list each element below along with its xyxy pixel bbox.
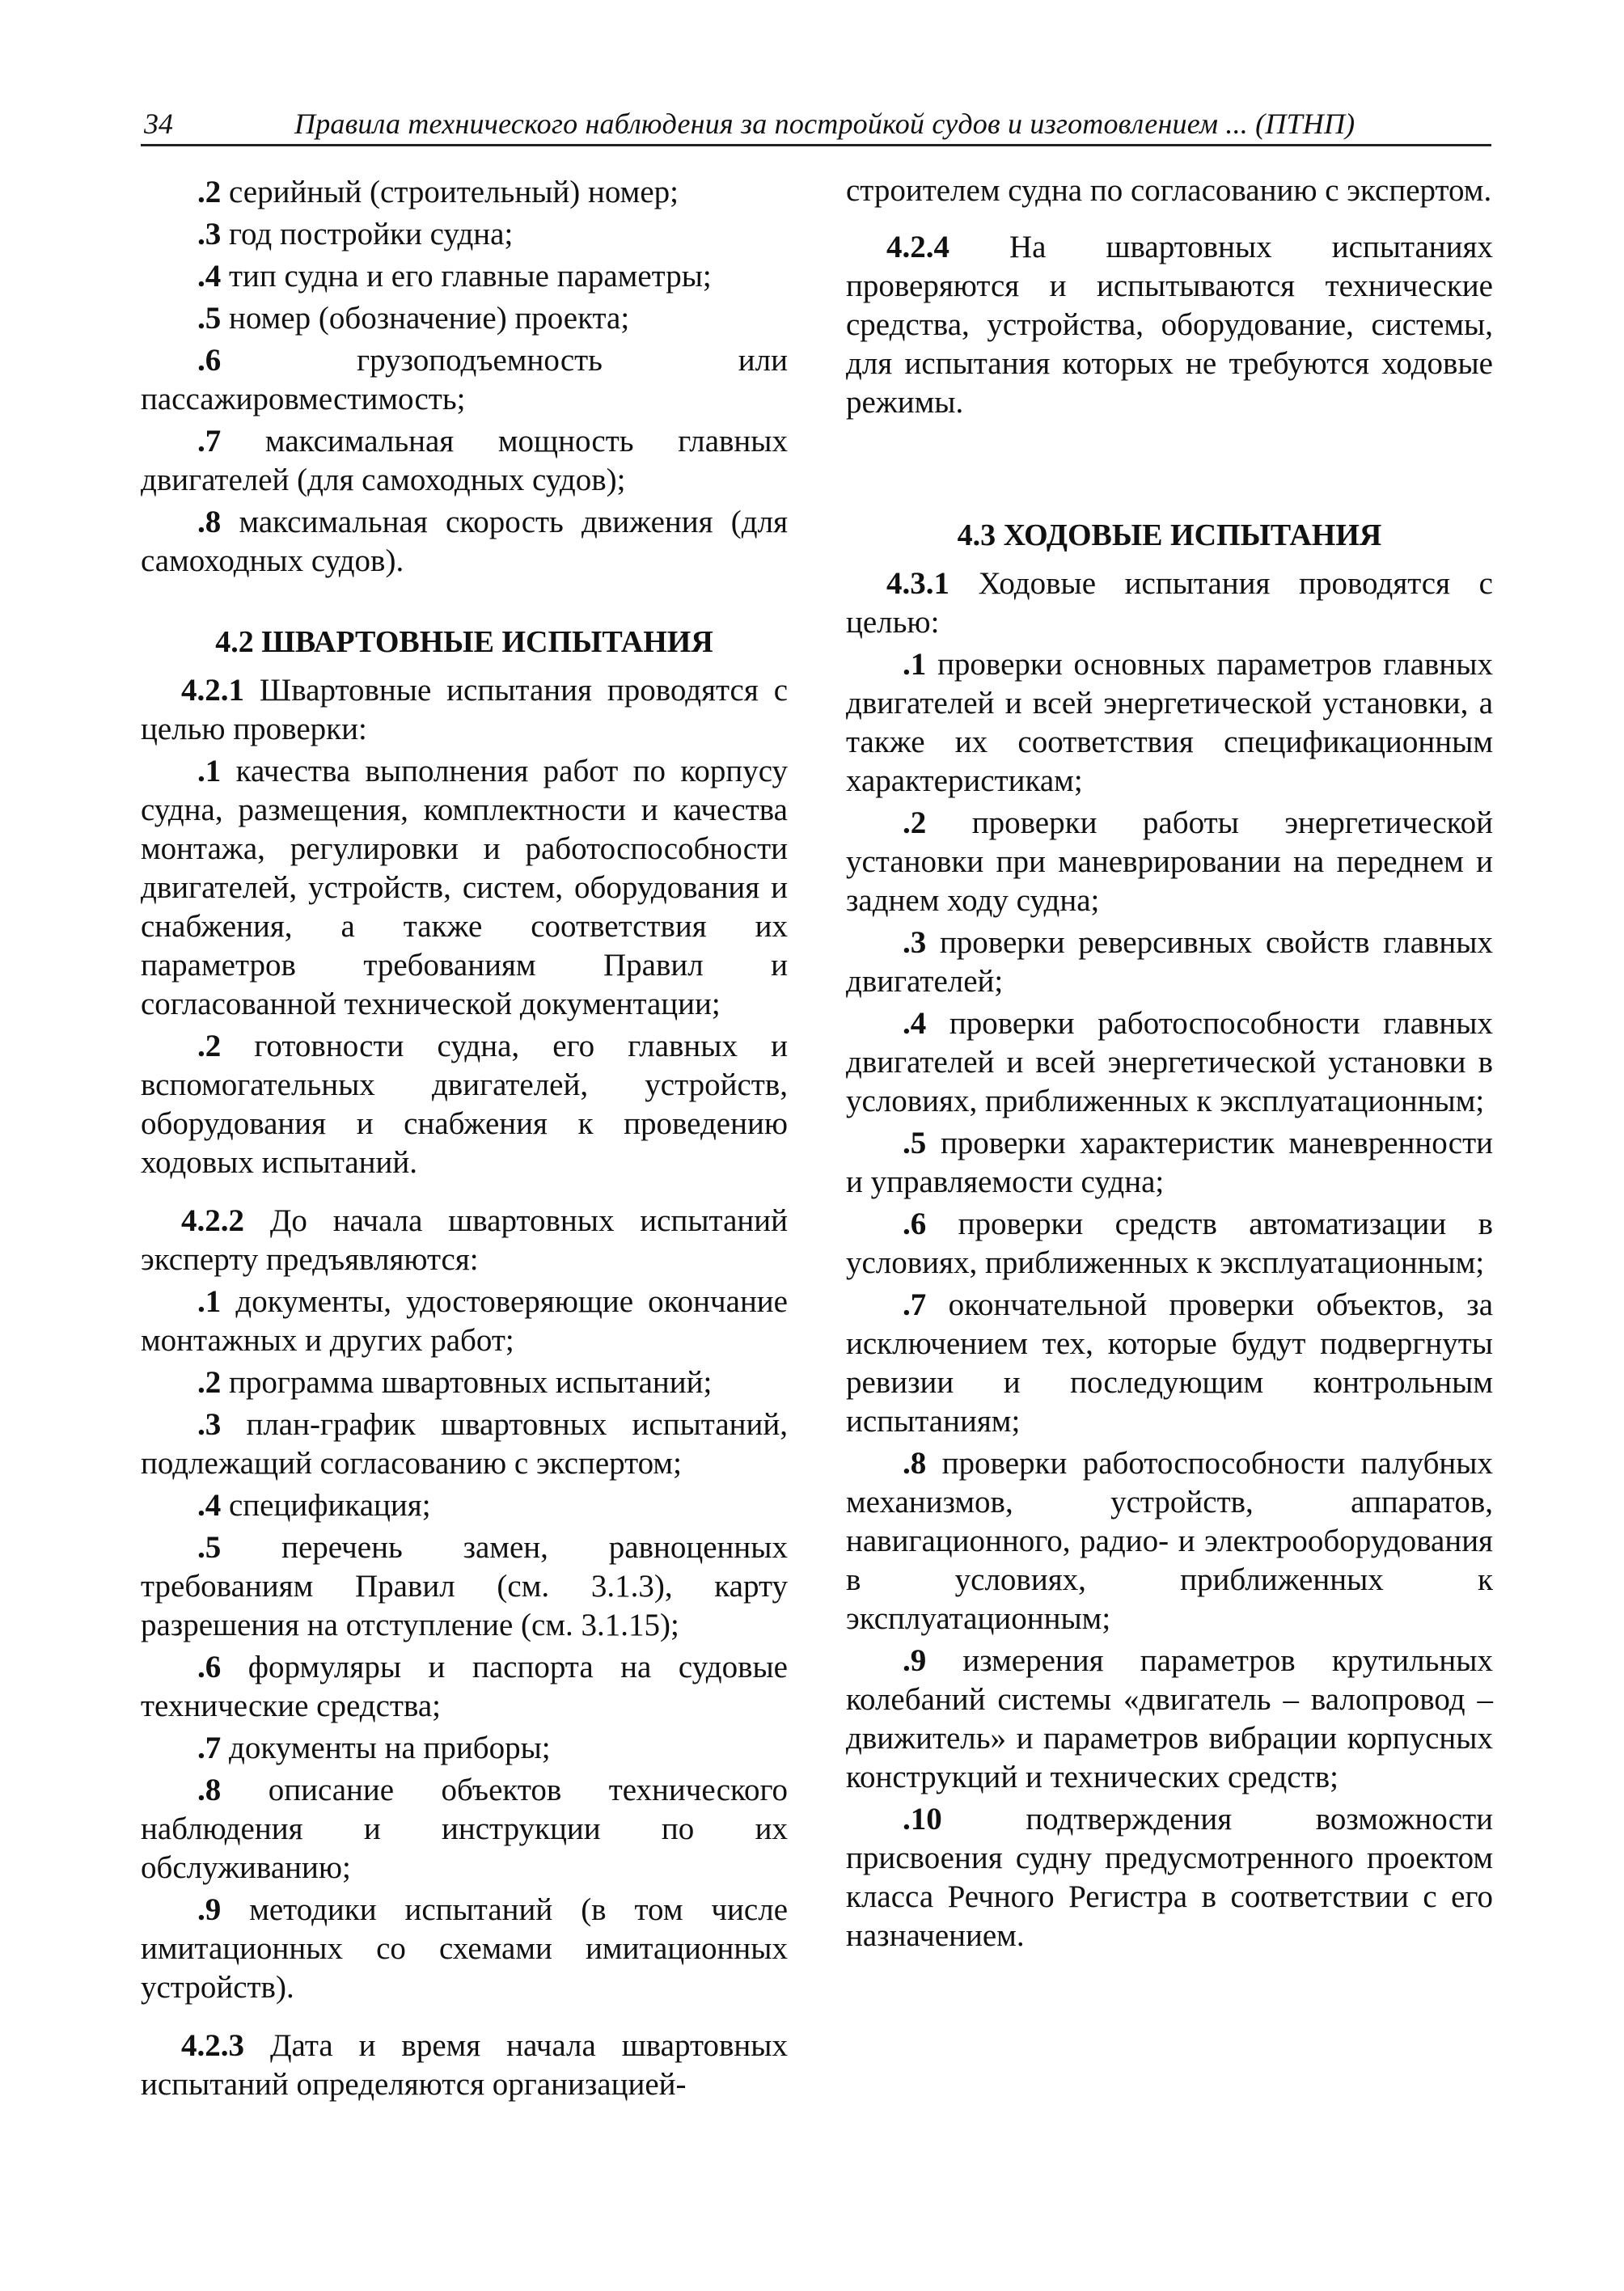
running-header bbox=[141, 107, 1491, 146]
list-item: .5 проверки характеристик маневренности и управляемости судна; bbox=[846, 1126, 1493, 1199]
list-item: .10 подтверждения возможности присвоения судну предусмотренного проектом класса Речного Регистра в соответствии с его назначением. bbox=[846, 1802, 1493, 1953]
list-item: .6 формуляры и паспорта на судовые технические средства; bbox=[141, 1650, 788, 1723]
list-item: .4 тип судна и его главные параметры; bbox=[197, 259, 712, 294]
list-item: .2 готовности судна, его главных и вспомогательных двигателей, устройств, оборудования и снабжения к проведению ходовых испытаний. bbox=[141, 1029, 788, 1180]
section-heading-4-3: 4.3 ХОДОВЫЕ ИСПЫТАНИЯ bbox=[957, 518, 1382, 552]
list-item: .9 измерения параметров крутильных колебаний системы «двигатель – валопровод – движитель» и параметров вибрации корпусных конструкций и технических средств; bbox=[846, 1643, 1493, 1794]
intro-list bbox=[141, 173, 788, 581]
list-item: .8 максимальная скорость движения (для самоходных судов). bbox=[141, 505, 789, 578]
list-item: .8 проверки работоспособности палубных механизмов, устройств, аппаратов, навигационного, радио- и электрооборудования в условиях, приближенных к эксплуатационным; bbox=[846, 1446, 1493, 1636]
list-item: .2 проверки работы энергетической установки при маневрировании на переднем и заднем ходу судна; bbox=[846, 805, 1493, 918]
paragraph-4-2-1: 4.2.1 Швартовные испытания проводятся с целью проверки: bbox=[141, 673, 789, 746]
list-item: .8 описание объектов технического наблюдения и инструкции по их обслуживанию; bbox=[141, 1773, 788, 1885]
paragraph-4-2-4: 4.2.4 На швартовных испытаниях проверяются и испытываются технические средства, устройства, оборудование, системы, для испытания которых не требуются ходовые режимы. bbox=[846, 230, 1493, 420]
right-column bbox=[846, 171, 1493, 1959]
list-item: .3 план-график швартовных испытаний, подлежащий согласованию с экспертом; bbox=[141, 1407, 788, 1481]
running-title: Правила технического наблюдения за постройкой судов и изготовлением ... (ПТНП) bbox=[294, 108, 1355, 140]
list-item: .6 грузоподъемность или пассажировместимость; bbox=[141, 343, 788, 416]
list-item: .5 номер (обозначение) проекта; bbox=[197, 301, 630, 336]
list-item: .1 проверки основных параметров главных двигателей и всей энергетической установки, а также их соответствия спецификационным характеристикам; bbox=[846, 647, 1493, 798]
list-item: .6 проверки средств автоматизации в условиях, приближенных к эксплуатационным; bbox=[846, 1207, 1493, 1280]
left-column bbox=[141, 173, 788, 2107]
list-item: .1 документы, удостоверяющие окончание монтажных и других работ; bbox=[141, 1284, 788, 1358]
paragraph-4-3-1: 4.3.1 Ходовые испытания проводятся с целью: bbox=[846, 566, 1493, 640]
paragraph-4-2-3-continued: строителем судна по согласованию с экспертом. bbox=[846, 173, 1492, 208]
paragraph-4-2-2: 4.2.2 До начала швартовных испытаний эксперту предъявляются: bbox=[141, 1203, 788, 1277]
list-item: .2 серийный (строительный) номер; bbox=[197, 175, 679, 209]
list-item: .4 спецификация; bbox=[197, 1488, 431, 1523]
list-item: .9 методики испытаний (в том числе имитационных со схемами имитационных устройств). bbox=[141, 1892, 788, 2005]
list-item: .3 проверки реверсивных свойств главных двигателей; bbox=[846, 925, 1494, 999]
list-item: .7 окончательной проверки объектов, за исключением тех, которые будут подвергнуты ревизии и последующим контрольным испытаниям; bbox=[846, 1287, 1494, 1439]
list-item: .7 максимальная мощность главных двигателей (для самоходных судов); bbox=[141, 424, 788, 497]
paragraph-4-2-3: 4.2.3 Дата и время начала швартовных испытаний определяются организацией- bbox=[141, 2028, 789, 2102]
list-item: .1 качества выполнения работ по корпусу судна, размещения, комплектности и качества монтажа, регулировки и работоспособности двигателей, устройств, систем, оборудования и снабжения, а также соответствия их параметров требованиям Правил и согласованной технической документации; bbox=[141, 754, 788, 1021]
list-item: .7 документы на приборы; bbox=[197, 1731, 551, 1765]
section-heading-4-2: 4.2 ШВАРТОВНЫЕ ИСПЫТАНИЯ bbox=[215, 625, 713, 659]
page-number: 34 bbox=[144, 108, 173, 140]
list-item: .4 проверки работоспособности главных двигателей и всей энергетической установки в условиях, приближенных к эксплуатационным; bbox=[846, 1006, 1493, 1118]
list-item: .3 год постройки судна; bbox=[197, 217, 514, 252]
list-item: .2 программа швартовных испытаний; bbox=[197, 1365, 713, 1400]
list-item: .5 перечень замен, равноценных требованиям Правил (см. 3.1.3), карту разрешения на отступление (см. 3.1.15); bbox=[141, 1530, 789, 1642]
